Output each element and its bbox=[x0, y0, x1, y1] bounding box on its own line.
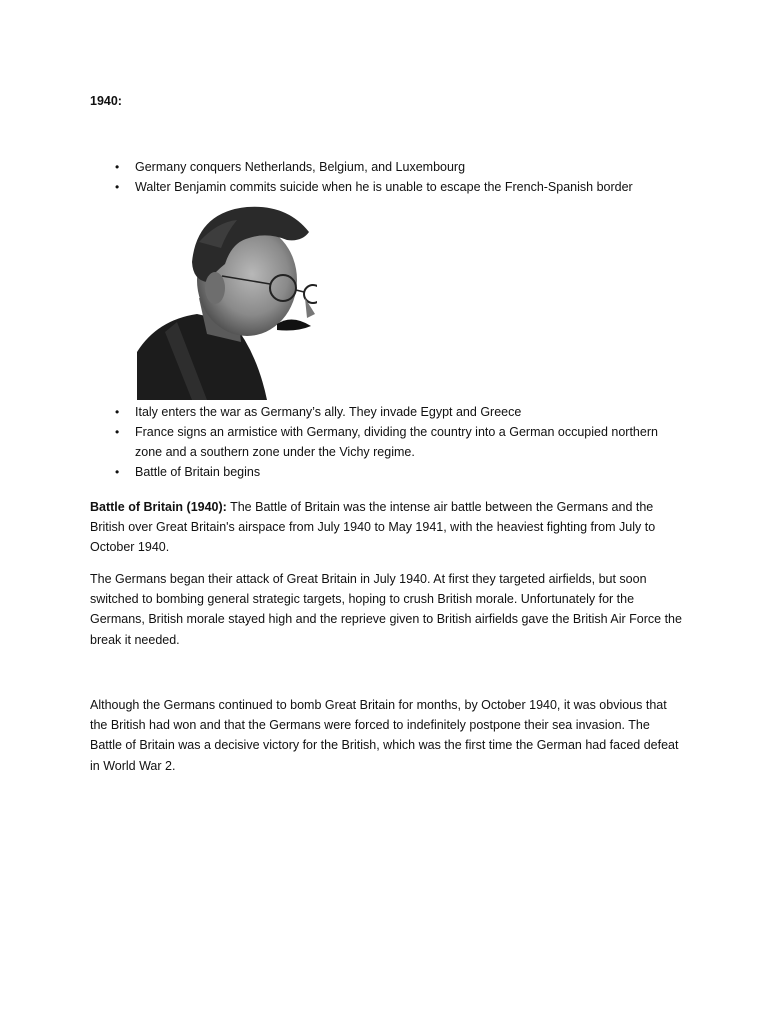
list-item bbox=[90, 462, 680, 482]
bullet-icon: • bbox=[115, 180, 120, 194]
events-list-top bbox=[90, 157, 680, 197]
list-item bbox=[90, 177, 680, 197]
battle-of-britain-paragraph bbox=[90, 497, 682, 558]
year-heading: 1940: bbox=[90, 94, 122, 108]
paragraph-lead: Battle of Britain (1940): bbox=[90, 500, 227, 514]
list-item bbox=[90, 157, 680, 177]
list-item bbox=[90, 422, 680, 462]
events-list-bottom bbox=[90, 402, 680, 482]
list-item bbox=[90, 402, 680, 422]
list-item-text: Walter Benjamin commits suicide when he is unable to escape the French-Spanish border bbox=[135, 180, 633, 194]
german-attack-paragraph: The Germans began their attack of Great Britain in July 1940. At first they targeted airfields, but soon switched to bombing general strategic targets, hoping to crush British morale. Unfortunately for the Germans, British morale stayed high and the reprieve given to British airfields gave the British Air Force the break it needed. bbox=[90, 572, 682, 647]
list-item-text: Germany conquers Netherlands, Belgium, and Luxembourg bbox=[135, 160, 466, 174]
list-item-text: Battle of Britain begins bbox=[135, 465, 261, 479]
list-item-text: France signs an armistice with Germany, dividing the country into a German occupied northern zone and a southern zone under the Vichy regime. bbox=[135, 425, 658, 459]
paragraph-text: The Battle of Britain was the intense air battle between the Germans and the British over Great Britain's airspace from July 1940 to May 1941, with the heaviest fighting from July to October 1940. bbox=[90, 500, 656, 555]
walter-benjamin-portrait-photo bbox=[137, 202, 317, 400]
bullet-icon: • bbox=[115, 465, 120, 479]
bullet-icon: • bbox=[115, 425, 120, 439]
outcome-paragraph: Although the Germans continued to bomb Great Britain for months, by October 1940, it was obvious that the British had won and that the Germans were forced to indefinitely postpone their sea invasion. The Battle of Britain was a decisive victory for the British, which was the first time the German had faced defeat in World War 2. bbox=[90, 698, 679, 773]
list-item-text: Italy enters the war as Germany’s ally. They invade Egypt and Greece bbox=[135, 405, 522, 419]
bullet-icon: • bbox=[115, 160, 120, 174]
bullet-icon: • bbox=[115, 405, 120, 419]
